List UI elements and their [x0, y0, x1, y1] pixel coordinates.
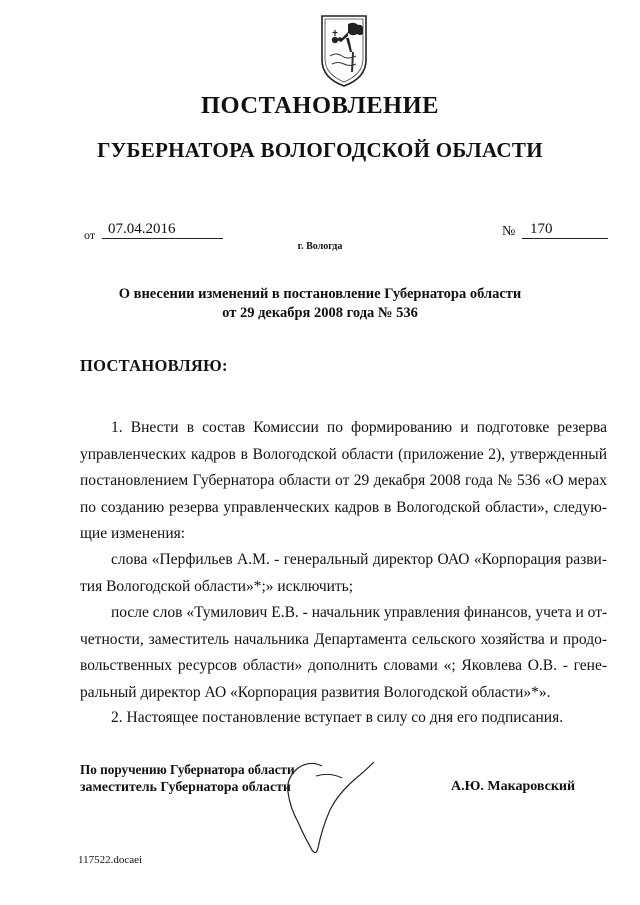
document-number: 170 [522, 221, 608, 239]
signature-authority-line: По поручению Губернатора области [80, 762, 295, 777]
date-label: от [84, 228, 96, 242]
paragraph-1 [80, 415, 607, 548]
decree-heading: ПОСТАНОВЛЯЮ: [80, 356, 228, 375]
paragraph-line: по созданию резерва управленческих кадров в Вологодской области», следую- [80, 498, 607, 516]
paragraph-line: тия Вологодской области»*;» исключить; [80, 577, 354, 595]
number-label: № [502, 224, 516, 239]
paragraph-line: ральный директор АО «Корпорация развития Вологодской области»*». [80, 683, 551, 701]
paragraph-line: 2. Настоящее постановление вступает в силу со дня его подписания. [111, 709, 564, 726]
vologda-coat-of-arms-icon [318, 10, 370, 90]
subject-line-2: от 29 декабря 2008 года № 536 [222, 305, 418, 321]
issuing-authority: ГУБЕРНАТОРА ВОЛОГОДСКОЙ ОБЛАСТИ [97, 138, 543, 162]
paragraph-2 [80, 547, 607, 600]
document-title: ПОСТАНОВЛЕНИЕ [201, 92, 439, 119]
paragraph-line: 1. Внести в состав Комиссии по формированию и подготовке резерва [111, 419, 607, 436]
paragraph-line: управленческих кадров в Вологодской области (приложение 2), утвержденный [80, 445, 607, 463]
paragraph-line: постановлением Губернатора области от 29 декабря 2008 года № 536 «О мерах [80, 472, 607, 489]
document-file-id: 117522.docaei [78, 854, 143, 866]
city-of-issue: г. Вологда [297, 241, 343, 252]
paragraph-line: после слов «Тумилович Е.В. - начальник управления финансов, учета и от- [111, 604, 608, 621]
document-date: 07.04.2016 [102, 221, 223, 239]
paragraph-line: вольственных ресурсов области» дополнить словами «; Яковлева О.В. - гене- [80, 657, 607, 674]
signer-position: заместитель Губернатора области [80, 779, 291, 794]
paragraph-4 [80, 705, 607, 732]
paragraph-3 [80, 600, 607, 706]
handwritten-signature [270, 752, 380, 862]
paragraph-line: четности, заместитель начальника Департамента сельского хозяйства и продо- [80, 630, 607, 648]
subject-line-1: О внесении изменений в постановление Губернатора области [118, 286, 522, 302]
paragraph-line: слова «Перфильев А.М. - генеральный директор ОАО «Корпорация разви- [111, 551, 607, 568]
paragraph-line: щие изменения: [80, 525, 186, 542]
signer-name: А.Ю. Макаровский [451, 779, 576, 794]
